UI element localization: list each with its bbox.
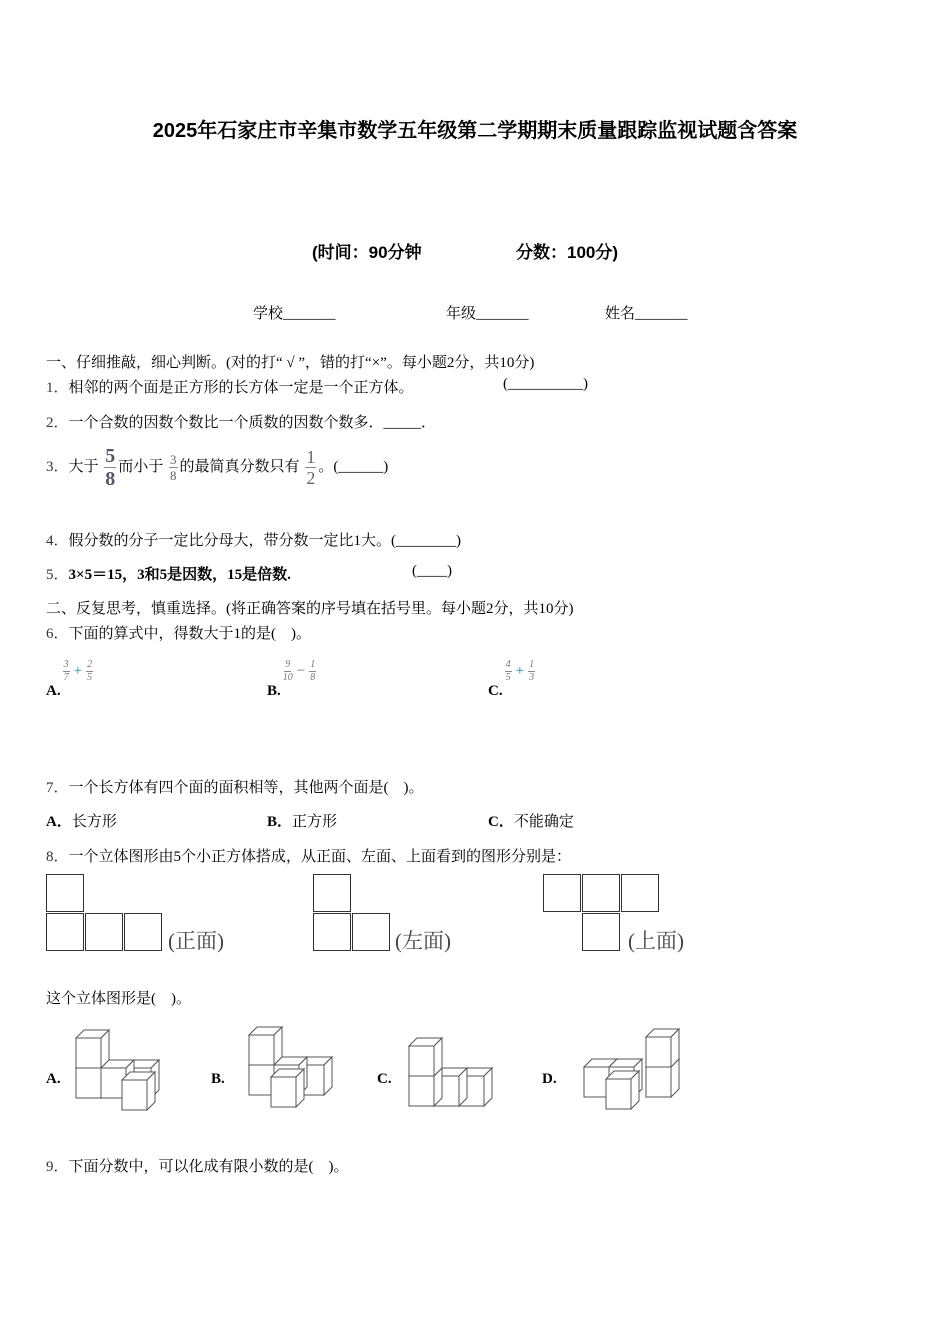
cube [271,1069,304,1107]
cube [606,1071,639,1109]
fraction [86,660,93,683]
question-text: 一个立体图形由5个小正方体搭成，从正面、左面、上面看到的图形分别是： [68,849,572,865]
option-a-label[interactable]: A. [46,1071,61,1087]
option-b[interactable] [267,659,318,700]
cube-figure-a[interactable] [72,1028,187,1118]
option-text: 正方形 [292,814,338,830]
option-b-label[interactable]: B. [211,1071,225,1087]
fraction [309,660,316,683]
question-number: 4． [46,533,69,549]
question-number: 5． [46,567,69,583]
numerator: 3 [63,659,69,670]
question-text: 。(______) [318,458,389,475]
cube-figure-c[interactable] [405,1036,520,1126]
question-text: 一个长方体有四个面的面积相等，其他两个面是( )。 [68,780,424,796]
question-6 [46,622,311,643]
question-text: 下面的算式中，得数大于1的是( )。 [68,626,312,642]
question-text: 相邻的两个面是正方形的长方体一定是一个正方体。 [68,380,414,396]
question-1 [46,376,414,397]
option-c-label[interactable]: C. [377,1071,392,1087]
option-b[interactable] [267,810,337,831]
denominator: 5 [505,672,511,683]
cube-figure-d[interactable] [580,1027,695,1117]
operator: − [296,663,306,679]
question-3 [46,446,388,489]
numerator: 1 [529,659,535,670]
fraction [169,453,178,482]
option-label: C． [488,814,514,830]
school-field: 学校_______ [253,306,336,322]
exam-score: 分数：100分) [516,243,619,262]
cube [76,1030,109,1068]
view-label: (上面) [628,929,684,953]
fraction [283,660,293,683]
question-8 [46,845,571,866]
numerator: 1 [306,447,316,467]
question-text: 而小于 [118,458,164,475]
name-field: 姓名_______ [605,306,688,322]
denominator: 7 [63,672,69,683]
question-number: 7． [46,780,69,796]
denominator: 8 [310,672,316,683]
question-number: 2． [46,415,69,431]
question-text: 3×5＝15，3和5是因数，15是倍数. [68,567,291,583]
view-label: (正面) [168,929,224,953]
question-text: 假分数的分子一定比分母大，带分数一定比1大。(________) [68,533,462,549]
question-number: 8． [46,849,69,865]
operator: + [515,663,525,679]
numerator: 4 [505,659,511,670]
option-text: 长方形 [71,814,117,830]
question-text: 的最简真分数只有 [179,458,300,475]
cube [249,1027,282,1065]
question-5 [46,563,291,584]
question-text: 下面分数中，可以化成有限小数的是( )。 [68,1159,349,1175]
numerator: 3 [170,452,177,467]
section1-heading: 一、仔细推敲，细心判断。(对的打“ √ ”，错的打“×”。每小题2分，共10分) [46,355,535,371]
question-7 [46,776,424,797]
operator: + [73,663,83,679]
denominator: 2 [306,468,316,488]
question-9 [46,1155,349,1176]
cube [646,1029,679,1067]
question-text: 一个合数的因数个数比一个质数的因数个数多．_____． [68,415,437,431]
option-c[interactable] [488,810,574,831]
question-4 [46,529,461,550]
option-a[interactable] [46,659,95,700]
exam-time: (时间：90分钟 [312,243,422,262]
question-number: 6． [46,626,69,642]
answer-blank: (____) [412,563,452,579]
fraction [104,446,116,489]
denominator: 8 [105,468,116,490]
answer-blank: (__________) [503,376,588,392]
question-text: 大于 [68,458,99,475]
option-label: A. [46,683,61,700]
cube [409,1038,442,1076]
grade-field: 年级_______ [446,306,529,322]
document-title: 2025年石家庄市辛集市数学五年级第二学期期末质量跟踪监视试题含答案 [152,120,798,142]
option-label: B. [267,683,281,700]
question-number: 1． [46,380,69,396]
cube-figure-b[interactable] [245,1025,360,1115]
option-label: B． [267,814,293,830]
question-8-prompt: 这个立体图形是( )。 [46,991,191,1007]
option-d-label[interactable]: D. [542,1071,557,1087]
option-label: A． [46,814,72,830]
numerator: 5 [105,445,116,467]
denominator: 3 [529,672,535,683]
question-number: 9． [46,1159,69,1175]
denominator: 10 [282,672,293,683]
option-text: 不能确定 [513,814,574,830]
denominator: 8 [170,468,177,483]
section2-heading: 二、反复思考，慎重选择。(将正确答案的序号填在括号里。每小题2分，共10分) [46,601,574,617]
fraction [305,448,316,487]
cube [122,1072,155,1110]
fraction [63,660,70,683]
numerator: 1 [310,659,316,670]
numerator: 9 [285,659,291,670]
option-c[interactable] [488,659,537,700]
option-label: C. [488,683,503,700]
question-number: 3． [46,458,69,475]
question-2 [46,411,436,432]
denominator: 5 [87,672,93,683]
fraction [528,660,535,683]
option-a[interactable] [46,810,117,831]
fraction [505,660,512,683]
view-label: (左面) [395,929,451,953]
numerator: 2 [87,659,93,670]
